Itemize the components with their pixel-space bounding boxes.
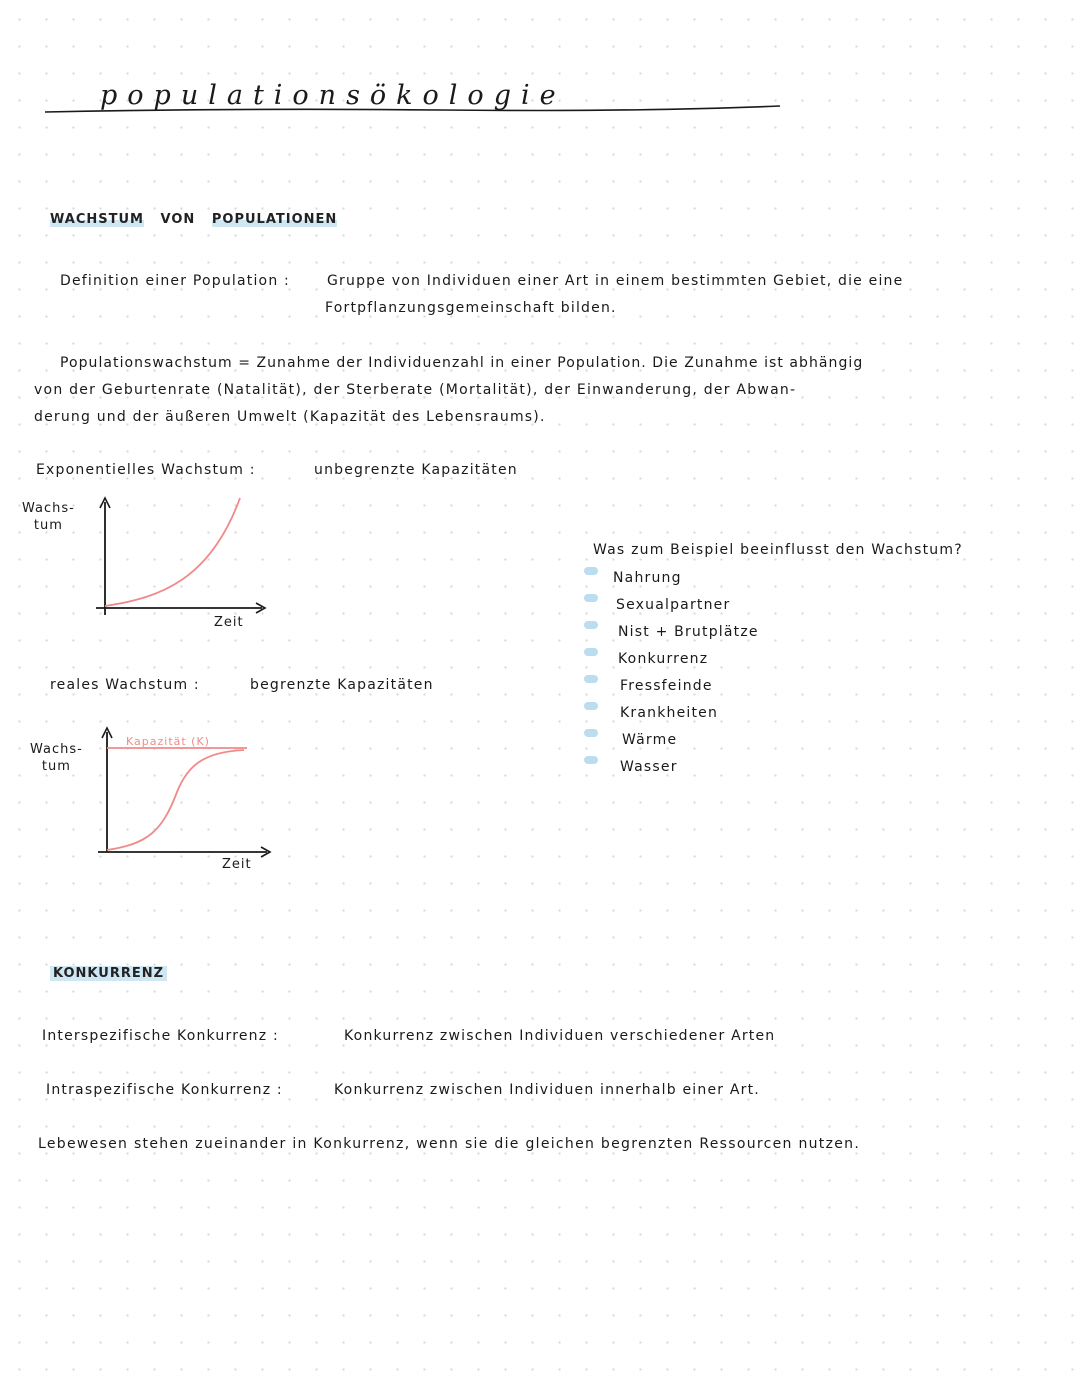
bullet-marker <box>584 756 598 764</box>
bullet-marker <box>584 594 598 602</box>
real-y-label-1: Wachs- <box>30 742 83 757</box>
exponential-chart <box>90 490 280 630</box>
growth-line-2: von der Geburtenrate (Natalität), der Sterberate (Mortalität), der Einwanderung, der Abwan- <box>34 382 797 398</box>
section-heading-konkurrenz <box>50 966 167 981</box>
inter-label: Interspezifische Konkurrenz : <box>42 1028 279 1044</box>
factor-item: Krankheiten <box>620 705 719 721</box>
real-label: reales Wachstum : <box>50 677 200 693</box>
logistic-curve <box>107 750 244 850</box>
definition-line-2: Fortpflanzungsgemeinschaft bilden. <box>325 300 617 316</box>
konkurrenz-summary: Lebewesen stehen zueinander in Konkurrenz, wenn sie die gleichen begrenzten Ressourcen nutzen. <box>38 1136 861 1152</box>
bullet-marker <box>584 567 598 575</box>
factor-item: Wärme <box>622 732 678 748</box>
definition-line-1: Gruppe von Individuen einer Art in einem bestimmten Gebiet, die eine <box>327 273 904 289</box>
heading-word-1: WACHSTUM <box>50 212 144 227</box>
bullet-marker <box>584 675 598 683</box>
exp-y-label-1: Wachs- <box>22 501 75 516</box>
exponential-desc: unbegrenzte Kapazitäten <box>314 462 518 478</box>
exp-y-label <box>22 500 75 534</box>
intra-label: Intraspezifische Konkurrenz : <box>46 1082 283 1098</box>
growth-line-3: derung und der äußeren Umwelt (Kapazität des Lebensraums). <box>34 409 546 425</box>
heading-word-3: POPULATIONEN <box>211 212 338 227</box>
growth-line-1: Populationswachstum = Zunahme der Individuenzahl in einer Population. Die Zunahme ist abhängig <box>60 355 864 371</box>
page-title-block <box>40 80 800 130</box>
factor-item: Sexualpartner <box>616 597 731 613</box>
konkurrenz-heading-text: KONKURRENZ <box>50 966 167 981</box>
bullet-marker <box>584 702 598 710</box>
page-title: populationsökologie <box>100 80 566 111</box>
exponential-label: Exponentielles Wachstum : <box>36 462 256 478</box>
section-heading-wachstum <box>50 212 337 227</box>
capacity-label: Kapazität (K) <box>126 735 210 748</box>
bullet-marker <box>584 729 598 737</box>
exp-x-label: Zeit <box>214 615 244 630</box>
bullet-marker <box>584 621 598 629</box>
factor-item: Wasser <box>620 759 678 775</box>
real-y-label-2: tum <box>41 759 71 774</box>
factor-item: Konkurrenz <box>618 651 709 667</box>
factor-item: Nist + Brutplätze <box>618 624 759 640</box>
factor-item: Nahrung <box>613 570 682 586</box>
intra-desc: Konkurrenz zwischen Individuen innerhalb einer Art. <box>334 1082 760 1098</box>
inter-desc: Konkurrenz zwischen Individuen verschiedener Arten <box>344 1028 776 1044</box>
real-x-label: Zeit <box>222 857 252 872</box>
exp-y-label-2: tum <box>33 518 63 533</box>
definition-label: Definition einer Population : <box>60 273 290 289</box>
real-y-label <box>30 741 83 775</box>
heading-word-2: VON <box>160 212 196 227</box>
bullet-marker <box>584 648 598 656</box>
real-desc: begrenzte Kapazitäten <box>250 677 434 693</box>
factors-question: Was zum Beispiel beeinflusst den Wachstum? <box>593 542 963 558</box>
exp-curve <box>105 498 240 606</box>
factor-item: Fressfeinde <box>620 678 713 694</box>
